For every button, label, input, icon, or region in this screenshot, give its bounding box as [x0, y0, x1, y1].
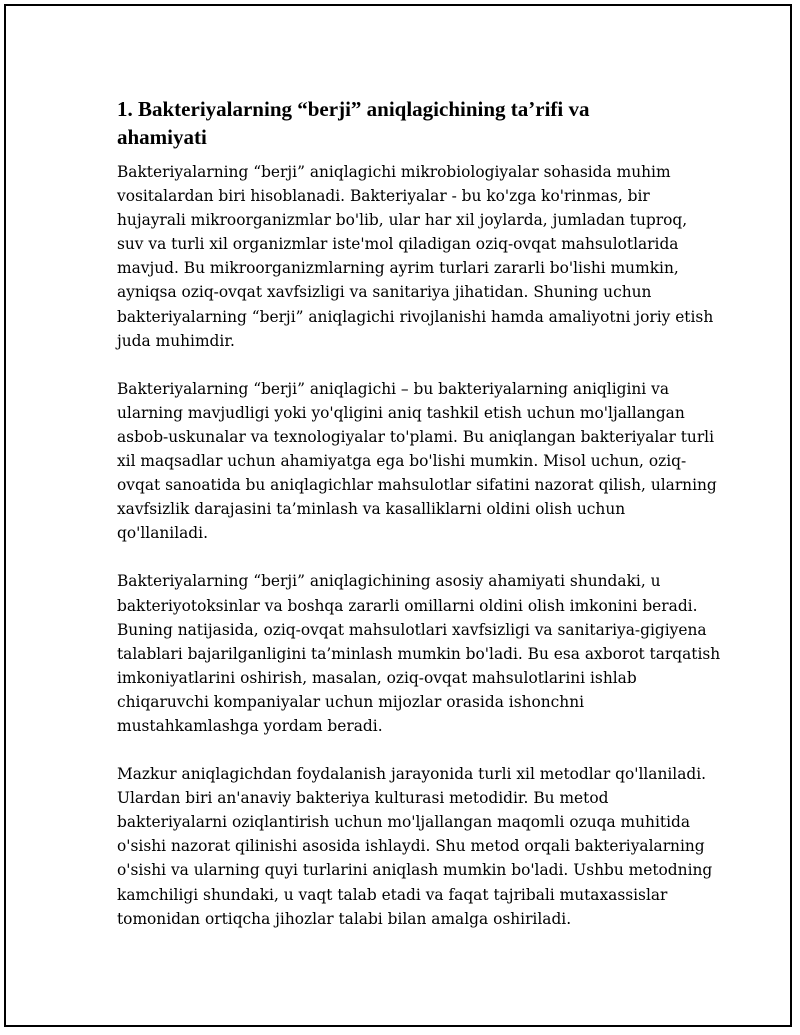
- text-line: suv va turli xil organizmlar iste'mol qiladigan oziq-ovqat mahsulotlarida: [117, 235, 679, 254]
- section-heading: [117, 95, 697, 151]
- text-line: bakteriyotoksinlar va boshqa zararli omillarni oldini olish imkonini beradi.: [117, 596, 698, 615]
- text-line: Bakteriyalarning “berji” aniqlagichi mikrobiologiyalar sohasida muhim: [117, 163, 671, 181]
- text-line: o'sishi nazorat qilinishi asosida ishlaydi. Shu metod orqali bakteriyalarning: [117, 837, 705, 856]
- text-line: Bakteriyalarning “berji” aniqlagichi – bu bakteriyalarning aniqligini va: [117, 379, 669, 398]
- text-line: Bakteriyalarning “berji” aniqlagichining asosiy ahamiyati shundaki, u: [117, 572, 661, 591]
- text-line: kamchiligi shundaki, u vaqt talab etadi va faqat tajribali mutaxassislar: [117, 885, 668, 904]
- text-line: juda muhimdir.: [117, 331, 235, 350]
- text-line: xil maqsadlar uchun ahamiyatga ega bo'lishi mumkin. Misol uchun, oziq-: [117, 452, 687, 471]
- paragraph: [117, 569, 721, 738]
- heading-line: 1. Bakteriyalarning “berji” aniqlagichining ta’rifi va: [117, 97, 590, 121]
- heading-line: ahamiyati: [117, 125, 207, 149]
- text-line: xavfsizlik darajasini ta’minlash va kasalliklarni oldini olish uchun: [117, 500, 626, 519]
- text-line: Ulardan biri an'anaviy bakteriya kulturasi metodidir. Bu metod: [117, 789, 609, 808]
- text-line: o'sishi va ularning quyi turlarini aniqlash mumkin bo'ladi. Ushbu metodning: [117, 861, 713, 880]
- paragraph: [117, 377, 717, 546]
- paragraph: [117, 762, 713, 931]
- text-line: talablari bajarilganligini ta’minlash mumkin bo'ladi. Bu esa axborot tarqatish: [117, 644, 721, 663]
- text-line: imkoniyatlarini oshirish, masalan, oziq-ovqat mahsulotlarini ishlab: [117, 668, 637, 687]
- text-line: bakteriyalarni oziqlantirish uchun mo'ljallangan maqomli ozuqa muhitida: [117, 813, 691, 832]
- text-line: mustahkamlashga yordam beradi.: [117, 716, 383, 735]
- text-line: Mazkur aniqlagichdan foydalanish jarayonida turli xil metodlar qo'llaniladi.: [117, 765, 707, 784]
- text-line: ayniqsa oziq-ovqat xavfsizligi va sanitariya jihatidan. Shuning uchun: [117, 283, 652, 302]
- paragraph: [117, 160, 714, 353]
- text-line: ularning mavjudligi yoki yo'qligini aniq tashkil etish uchun mo'ljallangan: [117, 403, 685, 422]
- text-line: vositalardan biri hisoblanadi. Bakteriyalar - bu ko'zga ko'rinmas, bir: [117, 187, 650, 206]
- document-body: [117, 95, 721, 955]
- text-line: asbob-uskunalar va texnologiyalar to'plami. Bu aniqlangan bakteriyalar turli: [117, 427, 715, 446]
- text-line: qo'llaniladi.: [117, 524, 208, 543]
- text-line: Buning natijasida, oziq-ovqat mahsulotlari xavfsizligi va sanitariya-gigiyena: [117, 620, 707, 639]
- text-line: ovqat sanoatida bu aniqlagichlar mahsulotlar sifatini nazorat qilish, ularning: [117, 476, 717, 495]
- text-line: tomonidan ortiqcha jihozlar talabi bilan amalga oshiriladi.: [117, 909, 572, 928]
- text-line: chiqaruvchi kompaniyalar uchun mijozlar orasida ishonchni: [117, 692, 585, 711]
- text-line: hujayrali mikroorganizmlar bo'lib, ular har xil joylarda, jumladan tuproq,: [117, 211, 688, 230]
- text-line: bakteriyalarning “berji” aniqlagichi rivojlanishi hamda amaliyotni joriy etish: [117, 307, 714, 326]
- text-line: mavjud. Bu mikroorganizmlarning ayrim turlari zararli bo'lishi mumkin,: [117, 259, 679, 278]
